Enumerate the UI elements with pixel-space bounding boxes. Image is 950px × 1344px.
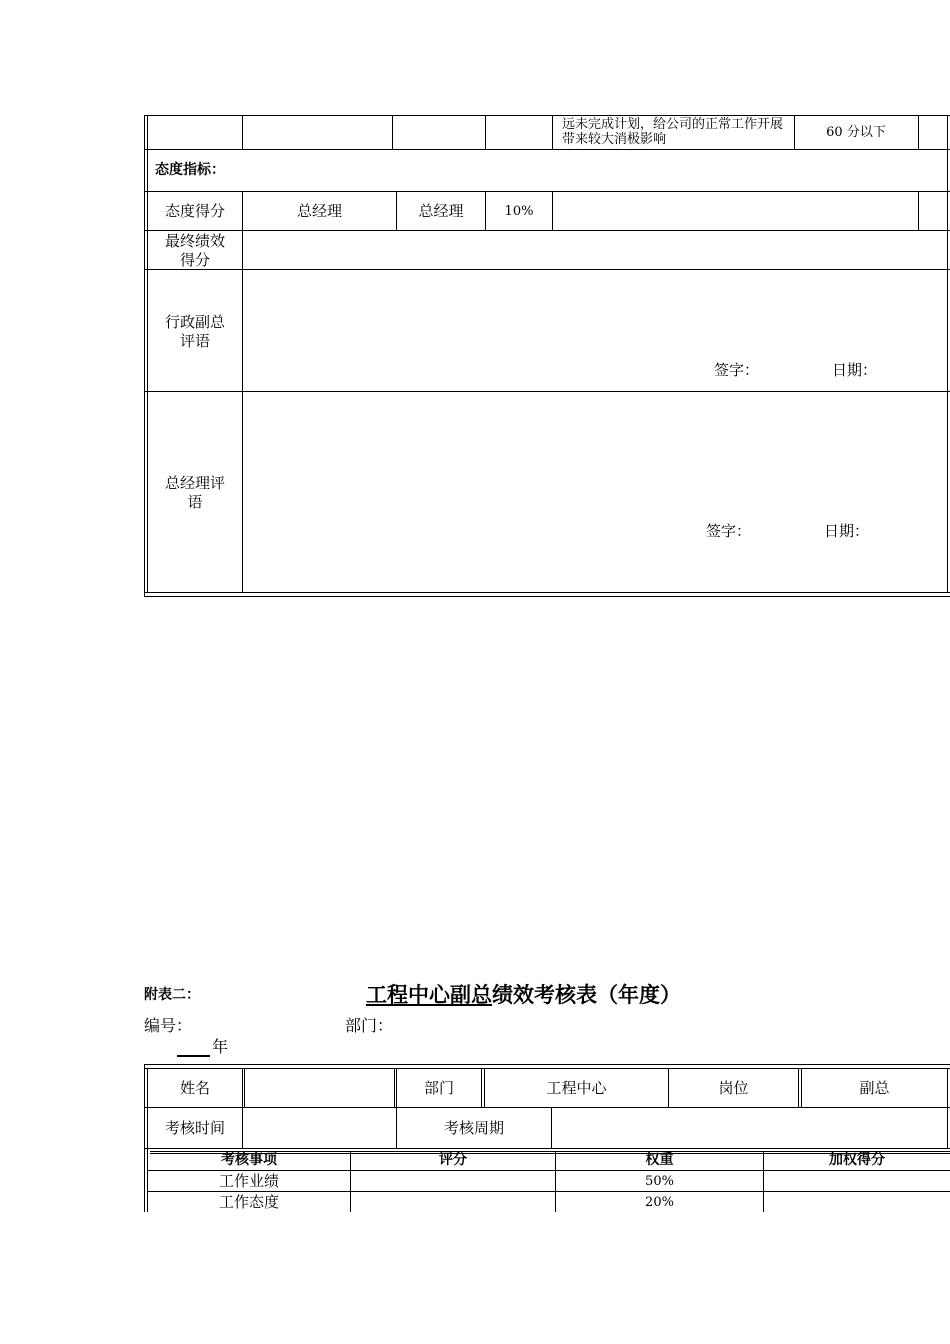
admin-vp-comment-label: 行政副总评语 — [164, 313, 225, 350]
post-value: 副总 — [859, 1079, 890, 1097]
summary-score-cell[interactable] — [351, 1171, 555, 1191]
summary-item: 工作业绩 — [218, 1172, 279, 1190]
number-label: 编号： — [144, 1016, 193, 1035]
gm-date-label: 日期： — [824, 522, 870, 540]
appraisal-period-field[interactable] — [552, 1108, 946, 1147]
attitude-score-cell[interactable] — [553, 192, 917, 229]
appraisal-period-label: 考核周期 — [443, 1119, 504, 1137]
form-title — [366, 979, 681, 1009]
form-title-rest: 绩效考核表（年度） — [492, 983, 681, 1007]
attitude-section-heading: 态度指标： — [155, 162, 225, 178]
name-label: 姓名 — [179, 1079, 210, 1097]
appraisal-time-field[interactable] — [243, 1108, 395, 1147]
summary-weight: 20% — [645, 1195, 674, 1210]
attitude-reviewer: 总经理 — [418, 202, 464, 220]
score-range: 60 分以下 — [826, 125, 886, 140]
form-title-underlined: 工程中心副总 — [366, 983, 492, 1007]
name-field[interactable] — [245, 1069, 393, 1106]
dept-value: 工程中心 — [546, 1079, 607, 1097]
summary-weight: 50% — [645, 1174, 674, 1189]
dept-cell-label: 部门 — [423, 1079, 454, 1097]
summary-item: 工作态度 — [218, 1193, 279, 1211]
summary-header-item: 考核事项 — [221, 1152, 277, 1168]
gm-signature-label: 签字： — [706, 522, 752, 540]
appendix-label: 附表二： — [144, 987, 200, 1003]
final-score-label: 最终绩效得分 — [164, 232, 225, 269]
summary-weighted-score-cell[interactable] — [764, 1171, 950, 1191]
attitude-weight: 10% — [504, 204, 534, 219]
attitude-evaluator: 总经理 — [296, 202, 342, 220]
year-label: 年 — [212, 1037, 229, 1056]
summary-header-weighted-score: 加权得分 — [829, 1152, 885, 1168]
admin-vp-date-label: 日期： — [832, 361, 878, 379]
underperformance-description: 远未完成计划，给公司的正常工作开展带来较大消极影响 — [562, 117, 784, 147]
department-label: 部门： — [345, 1016, 394, 1035]
gm-comment-label: 总经理评语 — [164, 474, 225, 511]
post-label: 岗位 — [718, 1079, 749, 1097]
summary-header-score: 评分 — [439, 1152, 467, 1168]
final-score-cell[interactable] — [243, 231, 946, 268]
year-blank-line[interactable] — [177, 1055, 210, 1057]
appraisal-time-label: 考核时间 — [164, 1119, 225, 1137]
summary-score-cell[interactable] — [351, 1192, 555, 1212]
admin-vp-signature-label: 签字： — [714, 361, 760, 379]
summary-header-weight: 权重 — [645, 1152, 674, 1168]
attitude-score-label: 态度得分 — [164, 202, 225, 220]
summary-weighted-score-cell[interactable] — [764, 1192, 950, 1212]
gm-comment-area[interactable] — [243, 392, 946, 591]
